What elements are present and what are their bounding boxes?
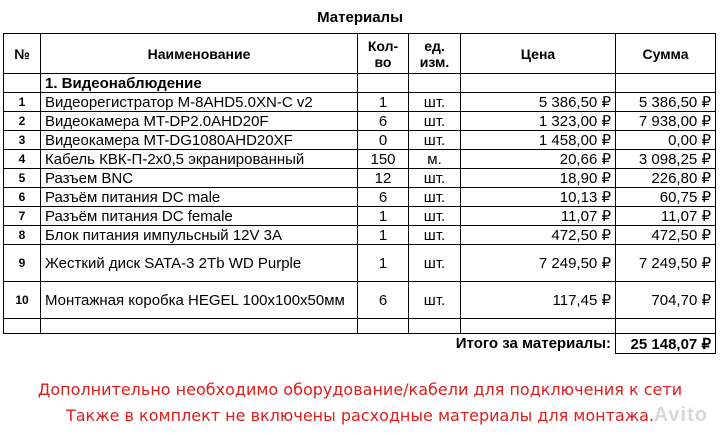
avito-watermark: Avito bbox=[653, 404, 708, 426]
row-qty: 1 bbox=[358, 207, 409, 226]
row-unit: м. bbox=[409, 150, 461, 169]
blank-cell bbox=[616, 319, 716, 334]
row-price: 20,66 ₽ bbox=[461, 150, 616, 169]
row-price: 1 458,00 ₽ bbox=[461, 131, 616, 150]
row-unit: шт. bbox=[409, 245, 461, 282]
table-row bbox=[4, 112, 716, 131]
table-row bbox=[4, 131, 716, 150]
blank-cell bbox=[358, 319, 409, 334]
row-qty: 1 bbox=[358, 93, 409, 112]
row-sum: 3 098,25 ₽ bbox=[616, 150, 716, 169]
row-price: 472,50 ₽ bbox=[461, 226, 616, 245]
section-num-cell bbox=[4, 74, 41, 93]
row-num: 1 bbox=[4, 93, 41, 112]
blank-cell bbox=[409, 319, 461, 334]
row-num: 2 bbox=[4, 112, 41, 131]
row-price: 5 386,50 ₽ bbox=[461, 93, 616, 112]
table-row bbox=[4, 93, 716, 112]
row-name: Видеорегистратор M-8AHD5.0XN-C v2 bbox=[41, 93, 358, 112]
header-price: Цена bbox=[461, 34, 616, 74]
row-name: Видеокамера MT-DG1080AHD20XF bbox=[41, 131, 358, 150]
note-line: Дополнительно необходимо оборудование/кабели для подключения к сети bbox=[37, 380, 683, 399]
row-unit: шт. bbox=[409, 207, 461, 226]
row-sum: 0,00 ₽ bbox=[616, 131, 716, 150]
header-num: № bbox=[4, 34, 41, 74]
total-spacer bbox=[4, 334, 41, 354]
row-num: 9 bbox=[4, 245, 41, 282]
table-row bbox=[4, 207, 716, 226]
total-label: Итого за материалы: bbox=[455, 335, 611, 353]
row-price: 11,07 ₽ bbox=[461, 207, 616, 226]
row-name: Разъём питания DC female bbox=[41, 207, 358, 226]
row-qty: 6 bbox=[358, 112, 409, 131]
row-num: 6 bbox=[4, 188, 41, 207]
row-sum: 704,70 ₽ bbox=[616, 282, 716, 319]
total-value: 25 148,07 ₽ bbox=[616, 334, 716, 354]
section-empty-cell bbox=[616, 74, 716, 93]
blank-cell bbox=[4, 319, 41, 334]
table-row bbox=[4, 226, 716, 245]
row-sum: 11,07 ₽ bbox=[616, 207, 716, 226]
header-unit: ед. изм. bbox=[409, 34, 461, 74]
section-row bbox=[4, 74, 716, 93]
note-line: Также в комплект не включены расходные материалы для монтажа. bbox=[65, 406, 655, 425]
row-sum: 472,50 ₽ bbox=[616, 226, 716, 245]
row-name: Разъём питания DC male bbox=[41, 188, 358, 207]
row-num: 8 bbox=[4, 226, 41, 245]
table-header-row bbox=[4, 34, 716, 74]
row-unit: шт. bbox=[409, 131, 461, 150]
blank-row bbox=[4, 319, 716, 334]
row-price: 18,90 ₽ bbox=[461, 169, 616, 188]
table-row bbox=[4, 245, 716, 282]
row-num: 3 bbox=[4, 131, 41, 150]
row-sum: 7 249,50 ₽ bbox=[616, 245, 716, 282]
row-num: 10 bbox=[4, 282, 41, 319]
total-spacer bbox=[358, 334, 409, 354]
row-sum: 5 386,50 ₽ bbox=[616, 93, 716, 112]
section-title: 1. Видеонаблюдение bbox=[41, 74, 358, 93]
row-qty: 6 bbox=[358, 282, 409, 319]
row-num: 7 bbox=[4, 207, 41, 226]
row-qty: 1 bbox=[358, 245, 409, 282]
row-qty: 1 bbox=[358, 226, 409, 245]
materials-table bbox=[3, 33, 716, 354]
row-name: Монтажная коробка HEGEL 100x100x50мм bbox=[41, 282, 358, 319]
row-price: 117,45 ₽ bbox=[461, 282, 616, 319]
row-qty: 150 bbox=[358, 150, 409, 169]
header-name: Наименование bbox=[41, 34, 358, 74]
notes-block bbox=[0, 377, 720, 429]
row-num: 5 bbox=[4, 169, 41, 188]
row-sum: 7 938,00 ₽ bbox=[616, 112, 716, 131]
row-num: 4 bbox=[4, 150, 41, 169]
row-price: 7 249,50 ₽ bbox=[461, 245, 616, 282]
row-unit: шт. bbox=[409, 188, 461, 207]
row-unit: шт. bbox=[409, 169, 461, 188]
section-empty-cell bbox=[461, 74, 616, 93]
row-unit: шт. bbox=[409, 282, 461, 319]
row-name: Кабель КВК-П-2х0,5 экранированный bbox=[41, 150, 358, 169]
sheet-title: Материалы bbox=[317, 9, 403, 26]
row-unit: шт. bbox=[409, 93, 461, 112]
row-name: Блок питания импульсный 12V 3A bbox=[41, 226, 358, 245]
row-unit: шт. bbox=[409, 226, 461, 245]
row-price: 10,13 ₽ bbox=[461, 188, 616, 207]
row-name: Видеокамера MT-DP2.0AHD20F bbox=[41, 112, 358, 131]
blank-cell bbox=[41, 319, 358, 334]
total-spacer bbox=[41, 334, 358, 354]
row-qty: 6 bbox=[358, 188, 409, 207]
table-row bbox=[4, 282, 716, 319]
header-qty: Кол-во bbox=[358, 34, 409, 74]
table-row bbox=[4, 150, 716, 169]
row-name: Разъем BNC bbox=[41, 169, 358, 188]
table-row bbox=[4, 188, 716, 207]
total-row bbox=[4, 334, 716, 354]
section-empty-cell bbox=[358, 74, 409, 93]
row-name: Жесткий диск SATA-3 2Tb WD Purple bbox=[41, 245, 358, 282]
row-unit: шт. bbox=[409, 112, 461, 131]
row-qty: 0 bbox=[358, 131, 409, 150]
table-row bbox=[4, 169, 716, 188]
row-qty: 12 bbox=[358, 169, 409, 188]
row-sum: 226,80 ₽ bbox=[616, 169, 716, 188]
header-sum: Сумма bbox=[616, 34, 716, 74]
row-price: 1 323,00 ₽ bbox=[461, 112, 616, 131]
section-empty-cell bbox=[409, 74, 461, 93]
blank-cell bbox=[461, 319, 616, 334]
row-sum: 60,75 ₽ bbox=[616, 188, 716, 207]
